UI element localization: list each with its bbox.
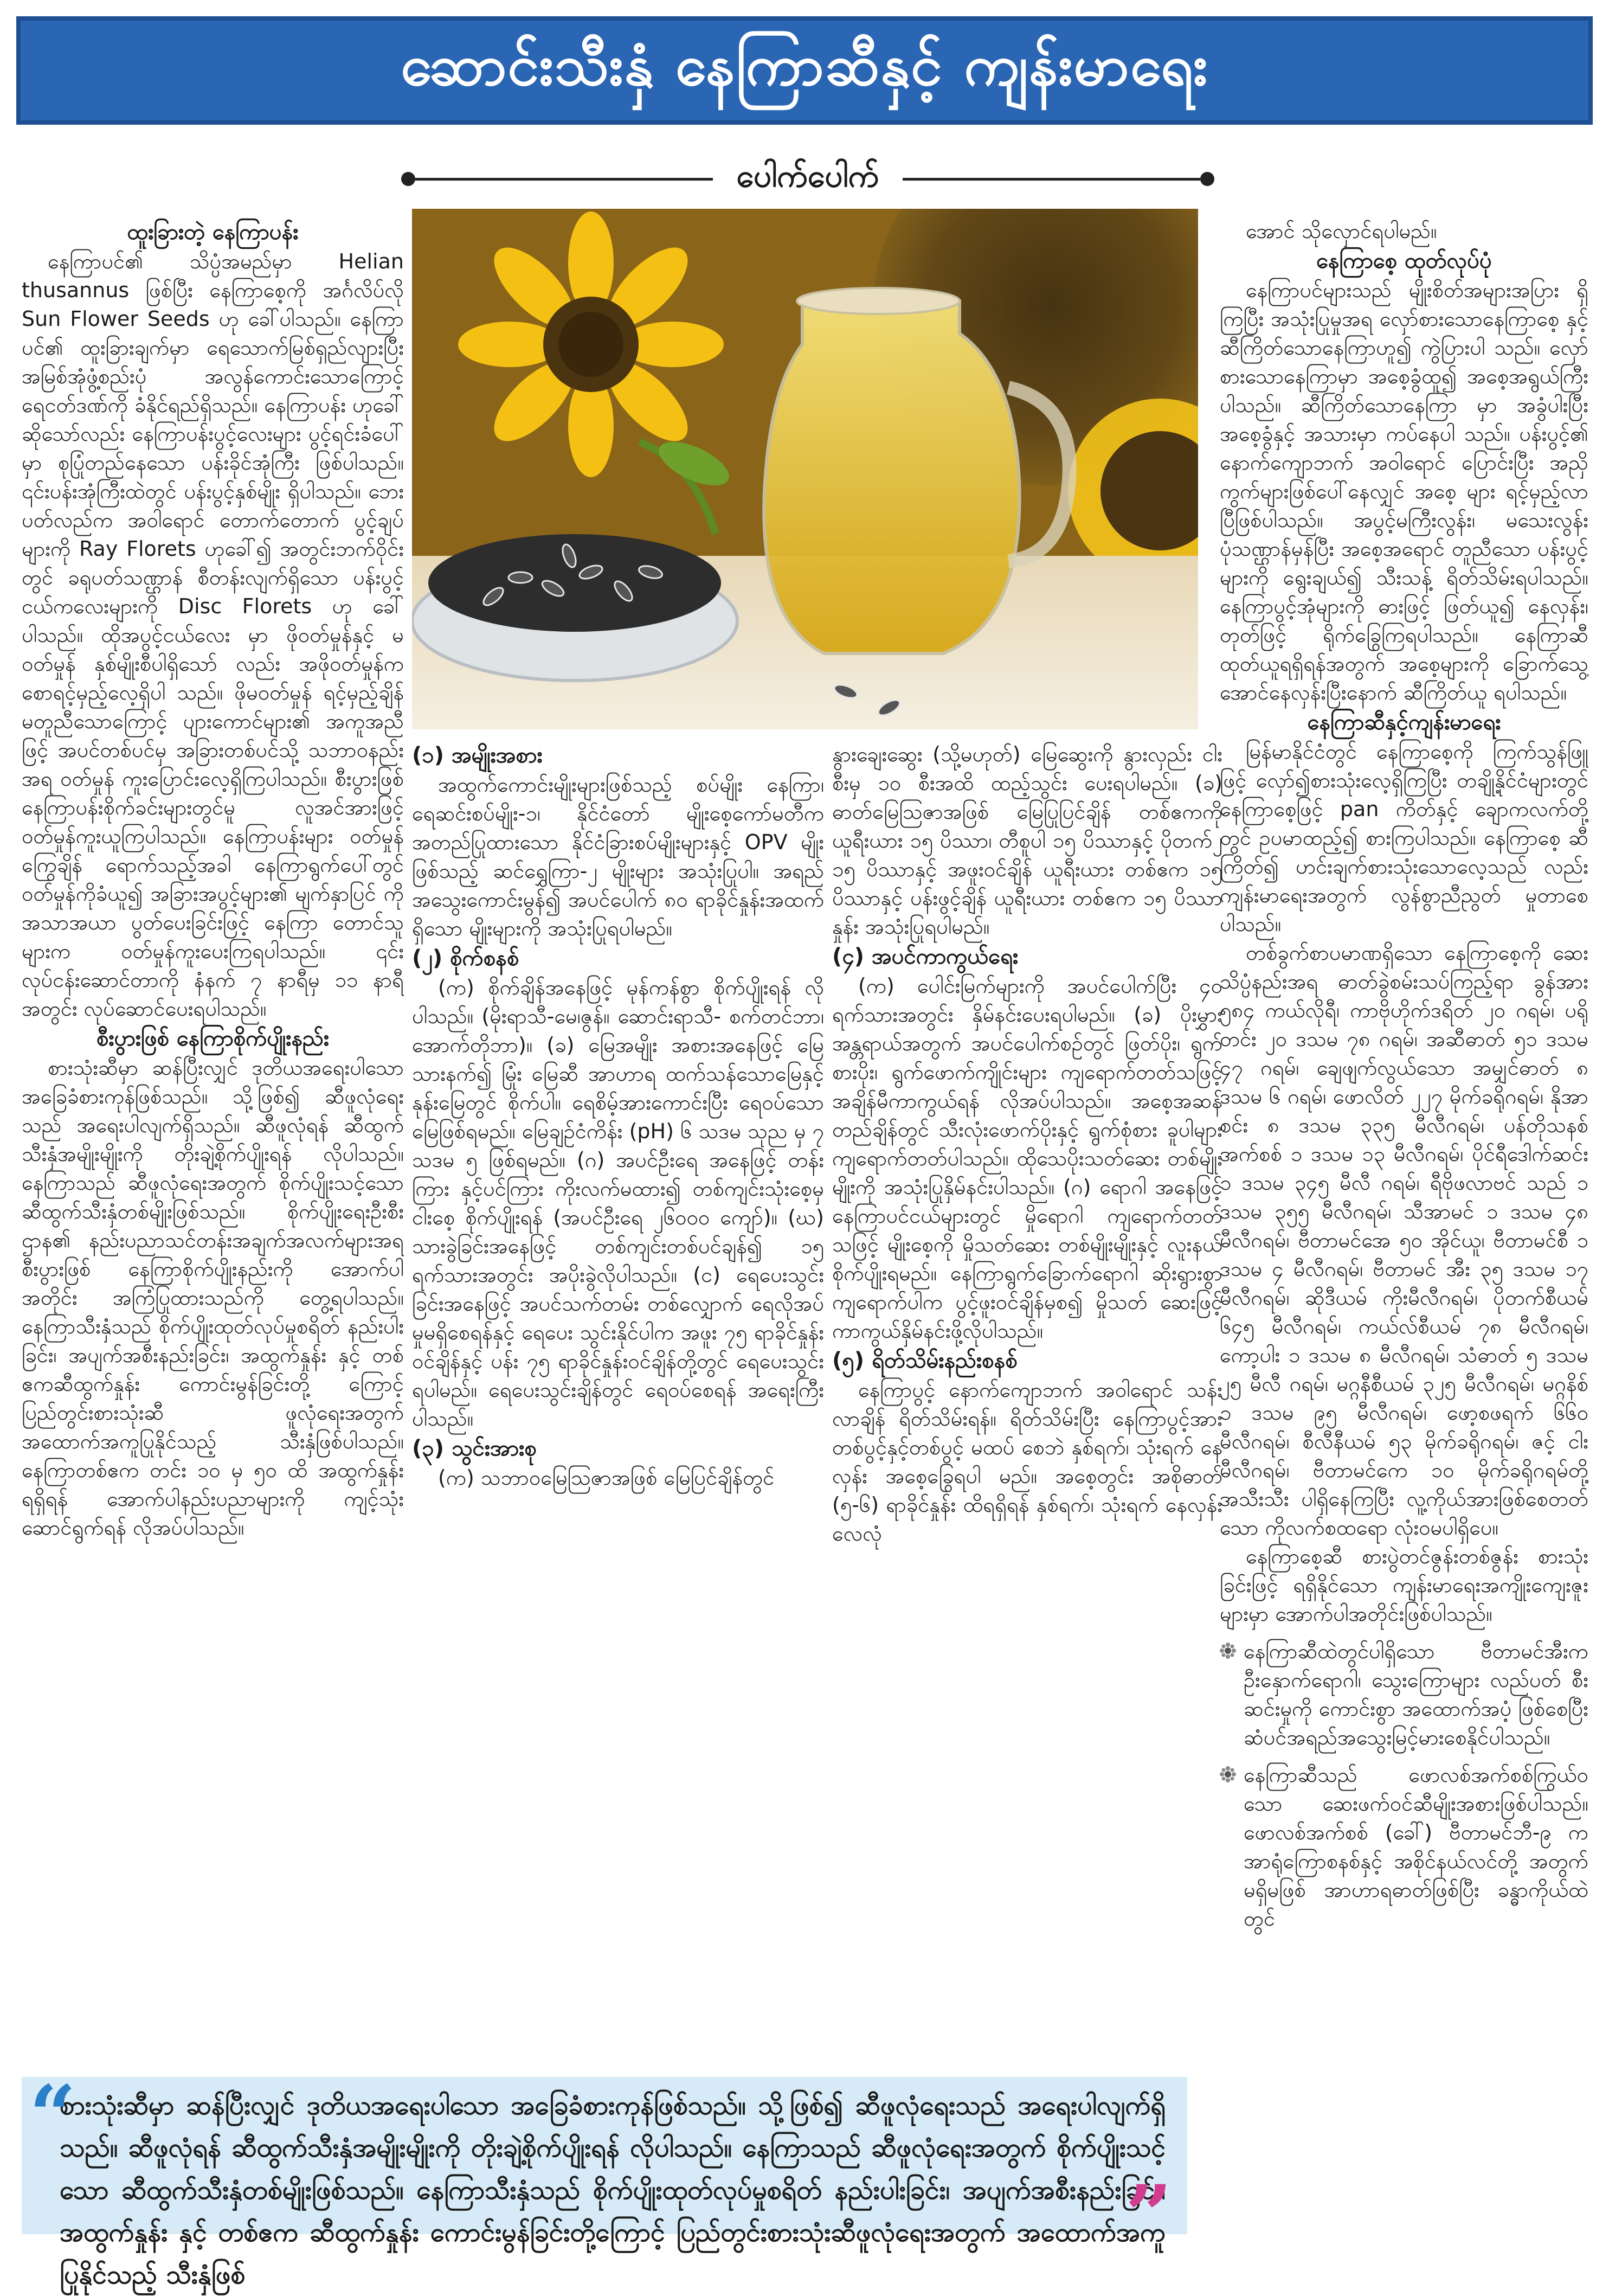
body-paragraph: နေကြာပင်၏ သိပ္ပံအမည်မှာ Helian thusannus ဖြစ်ပြီး နေကြာစေ့ကို အင်္ဂလိပ်လို Sun Flower Seeds ဟု ခေါ်ပါသည်။ နေကြာပင်၏ ထူးခြားချက်မှာ ရေသောက်မြစ်ရှည်လျားပြီး အမြစ်အုံဖွံ့စည်းပုံ အလွန်ကောင်းသောကြောင့် ရေငတ်ဒဏ်ကို ခံနိုင်ရည်ရှိသည်။ နေကြာပန်း ဟုခေါ်ဆိုသော်လည်း နေကြာပန်းပွင့်လေးများ ပွင့်ရင်းခံပေါ်မှာ စုပြုံတည်နေသော ပန်းခိုင်အုံကြီး ဖြစ်ပါသည်။ ၎င်းပန်းအုံကြီးထဲတွင် ပန်းပွင့်နှစ်မျိုး ရှိပါသည်။ ဘေးပတ်လည်က အဝါရောင် တောက်တောက် ပွင့်ချပ်များကို Ray Florets ဟုခေါ်၍ အတွင်းဘက်ဝိုင်းတွင် ခရုပတ်သဏ္ဌာန် စီတန်းလျက်ရှိသော ပန်းပွင့်ငယ်ကလေးများကို Disc Florets ဟု ခေါ်ပါသည်။ ထိုအပွင့်ငယ်လေး မှာ ဖိုဝတ်မှုန်နှင့် မဝတ်မှုန် နှစ်မျိုးစီပါရှိသော် လည်း အဖိုဝတ်မှုန်က စောရင့်မှည့်လေ့ရှိပါ သည်။ ဖိုမဝတ်မှုန် ရင့်မှည့်ချိန် မတူညီသောကြောင့် ပျားကောင်များ၏ အကူအညီဖြင့် အပင်တစ်ပင်မှ အခြားတစ်ပင်သို့ သဘာဝနည်းအရ ဝတ်မှုန် ကူးပြောင်းလေ့ရှိကြပါသည်။ စီးပွားဖြစ် နေကြာပန်းစိုက်ခင်းများတွင်မူ လူအင်အားဖြင့် ဝတ်မှုန်ကူးယူကြပါသည်။ နေကြာပန်းများ ဝတ်မှုန် ကြွေချိန် ရောက်သည့်အခါ နေကြာရွက်ပေါ်တွင် ဝတ်မှုန်ကိုခံယူ၍ အခြားအပွင့်များ၏ မျက်နှာပြင် ကို အသာအယာ ပွတ်ပေးခြင်းဖြင့် နေကြာ တောင်သူများက ဝတ်မှုန်ကူးပေးကြရပါသည်။ ၎င်းလုပ်ငန်းဆောင်တာကို နံနက် ၇ နာရီမှ ၁၁ နာရီအတွင်း လုပ်ဆောင်ပေးရပါသည်။ <box>22 249 404 1021</box>
body-paragraph: တစ်ခွက်စာပမာဏရှိသော နေကြာစေ့ကို ဆေးသိပ္ပံနည်းအရ ဓာတ်ခွဲစမ်းသပ်ကြည့်ရာ ခွန်အား ၅၈၄ ကယ်လိုရီ၊ ကာဗိုဟိုက်ဒရိတ် ၂၀ ဂရမ်၊ ပရိုတင်း ၂၀ ဒသမ ၇၈ ဂရမ်၊ အဆီဓာတ် ၅၁ ဒသမ ၄၇ ဂရမ်၊ ချေဖျက်လွယ်သော အမျှင်ဓာတ် ၈ ဒသမ ၆ ဂရမ်၊ ဖောလိတ် ၂၂၇ မိုက်ခရိုဂရမ်၊ နိုအာစင်း ၈ ဒသမ ၃၃၅ မီလီဂရမ်၊ ပန်တိုသနစ် အက်စစ် ၁ ဒသမ ၁၃ မီလီဂရမ်၊ ပိုင်ရီဒေါက်ဆင်း ၁ ဒသမ ၃၄၅ မီလီ ဂရမ်၊ ရီဗိုဖလာဗင် သည် ၁ ဒသမ ၃၅၅ မီလီဂရမ်၊ သီအာမင် ၁ ဒသမ ၄၈ မီလီဂရမ်၊ ဗီတာမင်အေ ၅၀ အိုင်ယူ၊ ဗီတာမင်စီ ၁ ဒသမ ၄ မီလီဂရမ်၊ ဗီတာမင် အီး ၃၅ ဒသမ ၁၇ မီလီဂရမ်၊ ဆိုဒီယမ် ကိုးမီလီဂရမ်၊ ပိုတက်စီယမ် ၆၄၅ မီလီဂရမ်၊ ကယ်လ်စီယမ် ၇၈ မီလီဂရမ်၊ ကော့ပါး ၁ ဒသမ ၈ မီလီဂရမ်၊ သံဓာတ် ၅ ဒသမ ၂၅ မီလီ ဂရမ်၊ မဂ္ဂနီစီယမ် ၃၂၅ မီလီဂရမ်၊ မဂ္ဂနိစ် ၁ ဒသမ ၉၅ မီလီဂရမ်၊ ဖော့စဖရက် ၆၆၀ မီလီဂရမ်၊ စီလီနီယမ် ၅၃ မိုက်ခရိုဂရမ်၊ ဇင့် ငါးမီလီဂရမ်၊ ဗီတာမင်ကေ ၁၀ မိုက်ခရိုဂရမ်တို့ အသီးသီး ပါရှိနေကြပြီး လူ့ကိုယ်အားဖြစ်စေတတ်သော ကိုလက်စထရော လုံးဝမပါရှိပေ။ <box>1220 941 1588 1540</box>
body-paragraph: နွားချေးဆွေး (သို့မဟုတ်) မြေဆွေးကို နွားလှည်း ငါးစီးမှ ၁၀ စီးအထိ ထည့်သွင်း ပေးရပါမည်။ (ခ) ဓာတ်မြေဩဇာအဖြစ် မြေပြုပြင်ချိန် တစ်ဧကကို ယူရီးယား ၁၅ ပိဿာ၊ တီစူပါ ၁၅ ပိဿာနှင့် ပိုတက်၂ ၁၅ ပိဿာနှင့် အဖူးဝင်ချိန် ယူရီးယား တစ်ဧက ၁၅ ပိဿာနှင့် ပန်းဖွင့်ချိန် ယူရီးယား တစ်ဧက ၁၅ ပိဿာနှုန်း အသုံးပြုရပါမည်။ <box>832 742 1222 939</box>
body-paragraph: နေကြာပင်များသည် မျိုးစိတ်အများအပြား ရှိကြပြီး အသုံးပြုမှုအရ လှော်စားသောနေကြာစေ့ နှင့် ဆီကြိတ်သောနေကြာဟူ၍ ကွဲပြားပါ သည်။ လှော်စားသောနေကြာမှာ အစေ့ခွံထူ၍ အစေ့အရွယ်ကြီးပါသည်။ ဆီကြိတ်သောနေကြာ မှာ အခွံပါးပြီး အစေ့ခွံနှင့် အသားမှာ ကပ်နေပါ သည်။ ပန်းပွင့်၏ နောက်ကျောဘက် အဝါရောင် ပြောင်းပြီး အညှိကွက်များဖြစ်ပေါ်နေလျှင် အစေ့ များ ရင့်မှည့်လာပြီဖြစ်ပါသည်။ အပွင့်မကြီးလွန်း၊ မသေးလွန်း ပုံသဏ္ဌာန်မှန်ပြီး အစေ့အရောင် တူညီသော ပန်းပွင့်များကို ရွေးချယ်၍ သီးသန့် ရိတ်သိမ်းရပါသည်။ နေကြာပွင့်အုံများကို ဓားဖြင့် ဖြတ်ယူ၍ နေလှန်း၊ တုတ်ဖြင့် ရိုက်ခြွေကြရပါသည်။ နေကြာဆီ ထုတ်ယူရရှိရန်အတွက် အစေ့များကို ခြောက်သွေ့အောင်နေလှန်းပြီးနောက် ဆီကြိတ်ယူ ရပါသည်။ <box>1220 278 1588 704</box>
bullet-item <box>1220 1637 1588 1752</box>
section-heading: ထူးခြားတဲ့ နေကြာပန်း <box>127 220 299 245</box>
article-column-1 <box>22 217 404 2050</box>
page-title: ဆောင်းသီးနှံ နေကြာဆီနှင့် ကျန်းမာရေး <box>400 32 1209 98</box>
body-paragraph: စားသုံးဆီမှာ ဆန်ပြီးလျှင် ဒုတိယအရေးပါသော အခြေခံစားကုန်ဖြစ်သည်။ သို့ဖြစ်၍ ဆီဖူလုံရေး သည် အရေးပါလျက်ရှိသည်။ ဆီဖူလုံရန် ဆီထွက် သီးနှံအမျိုးမျိုးကို တိုးချဲ့စိုက်ပျိုးရန် လိုပါသည်။ နေကြာသည် ဆီဖူလုံရေးအတွက် စိုက်ပျိုးသင့်သော ဆီထွက်သီးနှံတစ်မျိုးဖြစ်သည်။ စိုက်ပျိုးရေးဦးစီး ဌာန၏ နည်းပညာသင်တန်းအချက်အလက်များအရ စီးပွားဖြစ် နေကြာစိုက်ပျိုးနည်းကို အောက်ပါ အတိုင်း အကြံပြုထားသည်ကို တွေ့ရပါသည်။ နေကြာသီးနှံသည် စိုက်ပျိုးထုတ်လုပ်မှုစရိတ် နည်းပါးခြင်း၊ အပျက်အစီးနည်းခြင်း၊ အထွက်နှုန်း နှင့် တစ်ဧကဆီထွက်နှုန်း ကောင်းမွန်ခြင်းတို့ ကြောင့် ပြည်တွင်းစားသုံးဆီ ဖူလုံရေးအတွက် အထောက်အကူပြုနိုင်သည့် သီးနှံဖြစ်ပါသည်။ နေကြာတစ်ဧက တင်း ၁၀ မှ ၅၀ ထိ အထွက်နှုန်း ရရှိရန် အောက်ပါနည်းပညာများကို ကျင့်သုံး ဆောင်ရွက်ရန် လိုအပ်ပါသည်။ <box>22 1056 404 1540</box>
body-paragraph: အထွက်ကောင်းမျိုးများဖြစ်သည့် စပ်မျိုး နေကြာ၊ ရေဆင်းစပ်မျိုး-၁၊ နိုင်ငံတော် မျိုးစေ့ကော်မတီက အတည်ပြုထားသော နိုင်ငံခြားစပ်မျိုးများနှင့် OPV မျိုးဖြစ်သည့် ဆင်ရွှေကြာ-၂ မျိုးများ အသုံးပြုပါ။ အရည် အသွေးကောင်းမွန်၍ အပင်ပေါက် ၈၀ ရာခိုင်နှုန်းအထက်ရှိသော မျိုးများကို အသုံးပြုရပါမည်။ <box>412 773 824 940</box>
body-paragraph: (က) သဘာဝမြေဩဇာအဖြစ် မြေပြင်ချိန်တွင် <box>438 1466 775 1490</box>
section-heading: (၁) အမျိုးအစား <box>412 743 543 768</box>
rule-dot-left <box>401 172 415 186</box>
pull-quote-box <box>22 2068 1187 2290</box>
article-column-3 <box>832 740 1222 2080</box>
rule-line-left <box>415 178 713 181</box>
flower-bullet-icon <box>1220 1766 1236 1782</box>
section-heading: (၅) ရိတ်သိမ်းနည်းစနစ် <box>832 1348 1018 1373</box>
bullet-item <box>1220 1761 1588 1933</box>
rule-line-right <box>903 178 1200 181</box>
author-byline: ပေါက်ပေါက် <box>736 157 879 194</box>
body-paragraph: အောင် သိုလှောင်ရပါမည်။ <box>1246 219 1437 243</box>
rule-dot-right <box>1200 172 1214 186</box>
body-paragraph: (က) စိုက်ချိန်အနေဖြင့် မုန်ကန်စွာ စိုက်ပျိုးရန် လိုပါသည်။ (မိုးရာသီ-မေ၊ဇွန်။ ဆောင်းရာသီ- စက်တင်ဘာ၊ အောက်တိုဘာ)။ (ခ) မြေအမျိုး အစားအနေဖြင့် မြေသားနက်၍ မြုံး မြေဆီ အာဟာရ ထက်သန်သောမြေနှင့် နုန်းမြေတွင် စိုက်ပါ။ ရေစိမ့်အားကောင်းပြီး ရေဝပ်သော မြေဖြစ်ရမည်။ မြေချဉ်ငံကိန်း (pH) ၆ သဒမ သုည မှ ၇ သဒမ ၅ ဖြစ်ရမည်။ (ဂ) အပင်ဦးရေ အနေဖြင့် တန်းကြား နှင့်ပင်ကြား ကိုးလက်မထား၍ တစ်ကျင်းသုံးစေ့မှ ငါးစေ့ စိုက်ပျိုးရန် (အပင်ဦးရေ ၂၆၀၀၀ ကျော်)။ (ဃ) သားခွဲခြင်းအနေဖြင့် တစ်ကျင်းတစ်ပင်ချန်၍ ၁၅ ရက်သားအတွင်း အပိုးခွဲလိုပါသည်။ (င) ရေပေးသွင်းခြင်းအနေဖြင့် အပင်သက်တမ်း တစ်လျှောက် ရေလိုအပ်မှုမရှိစေရန်နှင့် ရေပေး သွင်းနိုင်ပါက အဖူး ၇၅ ရာခိုင်နှုန်းဝင်ချိန်နှင့် ပန်း ၇၅ ရာခိုင်နှုန်းဝင်ချိန်တို့တွင် ရေပေးသွင်း ရပါမည်။ ရေပေးသွင်းချိန်တွင် ရေဝပ်စေရန် အရေးကြီးပါသည်။ <box>412 976 824 1431</box>
section-heading: နေကြာဆီနှင့်ကျန်းမာရေး <box>1307 710 1501 735</box>
section-heading: (၄) အပင်ကာကွယ်ရေး <box>832 944 1019 969</box>
close-quote-icon: ” <box>1125 2167 1172 2263</box>
section-heading: (၃) သွင်းအားစု <box>412 1436 537 1461</box>
flower-bullet-icon <box>1220 1643 1236 1659</box>
pull-quote-text: စားသုံးဆီမှာ ဆန်ပြီးလျှင် ဒုတိယအရေးပါသော အခြေခံစားကုန်ဖြစ်သည်။ သို့ဖြစ်၍ ဆီဖူလုံရေးသည် အရေးပါလျက်ရှိသည်။ ဆီဖူလုံရန် ဆီထွက်သီးနှံအမျိုးမျိုးကို တိုးချဲ့စိုက်ပျိုးရန် လိုပါသည်။ နေကြာသည် ဆီဖူလုံရေးအတွက် စိုက်ပျိုးသင့်သော ဆီထွက်သီးနှံတစ်မျိုးဖြစ်သည်။ နေကြာသီးနှံသည် စိုက်ပျိုးထုတ်လုပ်မှုစရိတ် နည်းပါးခြင်း၊ အပျက်အစီးနည်းခြင်း၊ အထွက်နှုန်း နှင့် တစ်ဧက ဆီထွက်နှုန်း ကောင်းမွန်ခြင်းတို့ကြောင့် ပြည်တွင်းစားသုံးဆီဖူလုံရေးအတွက် အထောက်အကူပြုနိုင်သည့် သီးနှံဖြစ် <box>60 2090 1166 2290</box>
bullet-text: နေကြာဆီထဲတွင်ပါရှိသော ဗီတာမင်အီးက ဦးနှောက်ရောဂါ၊ သွေးကြောများ လည်ပတ် စီးဆင်းမှုကို ကောင်းစွာ အထောက်အပံ့ ဖြစ်စေပြီး ဆံပင်အရည်အသွေးမြင့်မားစေနိုင်ပါသည်။ <box>1244 1639 1588 1749</box>
article-column-4 <box>1220 217 1588 2223</box>
section-heading: (၂) စိုက်စနစ် <box>412 946 519 971</box>
section-heading: နေကြာစေ့ ထုတ်လုပ်ပုံ <box>1316 248 1492 273</box>
sunflower-oil-photo <box>412 209 1198 729</box>
body-paragraph: နေကြာစေ့ဆီ စားပွဲတင်ဇွန်းတစ်ဇွန်း စားသုံး ခြင်းဖြင့် ရရှိနိုင်သော ကျန်းမာရေးအကျိုးကျေးဇူး များမှာ အောက်ပါအတိုင်းဖြစ်ပါသည်။ <box>1220 1544 1588 1626</box>
article-column-2 <box>412 740 824 2080</box>
bullet-text: နေကြာဆီသည် ဖောလစ်အက်စစ်ကြွယ်ဝ သော ဆေးဖက်ဝင်ဆီမျိုးအစားဖြစ်ပါသည်။ ဖောလစ်အက်စစ် (ခေါ်) ဗီတာမင်ဘီ-၉ က အာရုံကြောစနစ်နှင့် အစိုင်နယ်လင်တို့ အတွက် မရှိမဖြစ် အာဟာရဓာတ်ဖြစ်ပြီး ခန္ဓာကိုယ်ထဲတွင် <box>1244 1763 1588 1931</box>
photo-illustration <box>412 209 1198 729</box>
open-quote-icon: “ <box>29 2068 76 2163</box>
body-paragraph: မြန်မာနိုင်ငံတွင် နေကြာစေ့ကို ကြက်သွန်ဖြူ ဖြင့် လှော်၍စားသုံးလေ့ရှိကြပြီး တချို့နိုင်ငံများတွင် နေကြာစေ့ဖြင့် pan ကိတ်နှင့် ချောကလက်တို့တွင် ဥပမာထည့်၍ စားကြပါသည်။ နေကြာစေ့ ဆီကြိတ်၍ ဟင်းချက်စားသုံးသောလေ့သည် လည်း ကျန်းမာရေးအတွက် လွန်စွာညီညွတ် မှုတာစေပါသည်။ <box>1220 740 1588 936</box>
byline-row <box>401 157 1214 201</box>
section-heading: စီးပွားဖြစ် နေကြာစိုက်ပျိုးနည်း <box>96 1026 329 1051</box>
body-paragraph: (က) ပေါင်းမြက်များကို အပင်ပေါက်ပြီး ၄၀ ရက်သားအတွင်း နှိမ်နင်းပေးရပါမည်။ (ခ) ပိုးမွှားအန္တရာယ်အတွက် အပင်ပေါက်စဉ်တွင် ဖြတ်ပိုး၊ ရွက်စားပိုး၊ ရွက်ဖောက်ကျိုင်းများ ကျရောက်တတ်သဖြင့် အချိန်မီကာကွယ်ရန် လိုအပ်ပါသည်။ အစေ့အဆန်တည်ချိန်တွင် သီးလုံးဖောက်ပိုးနှင့် ရွက်စုံစား ခူပါများ ကျရောက်တတ်ပါသည်။ ထိုသေပိုးသတ်ဆေး တစ်မျိုးမျိုးကို အသုံးပြုနှိမ်နင်းပါသည်။ (ဂ) ရောဂါ အနေဖြင့် နေကြာပင်ငယ်များတွင် မှိုရောဂါ ကျရောက်တတ်သဖြင့် မျိုးစေ့ကို မှိုသတ်ဆေး တစ်မျိုးမျိုးနှင့် လူးနယ်စိုက်ပျိုးရမည်။ နေကြာရွက်ခြောက်ရောဂါ ဆိုးရွားစွာ ကျရောက်ပါက ပွင့်ဖူးဝင်ချိန်မှစ၍ မှိုသတ် ဆေးဖြင့် ကာကွယ်နှိမ်နင်းဖို့လိုပါသည်။ <box>832 974 1222 1343</box>
body-paragraph: နေကြာပွင့် နောက်ကျောဘက် အဝါရောင် သန်းလာချိန် ရိတ်သိမ်းရန်။ ရိတ်သိမ်းပြီး နေကြာပွင့်အား တစ်ပွင့်နှင့်တစ်ပွင့် မထပ် စေဘဲ နှစ်ရက်၊ သုံးရက် နေလှန်း အစေ့ခြွေရပါ မည်။ အစေ့တွင်း အစိုဓာတ် (၅-၆) ရာခိုင်နှုန်း ထိရရှိရန် နှစ်ရက်၊ သုံးရက် နေလှန်း လေလုံ <box>832 1378 1222 1545</box>
title-banner <box>16 16 1593 125</box>
